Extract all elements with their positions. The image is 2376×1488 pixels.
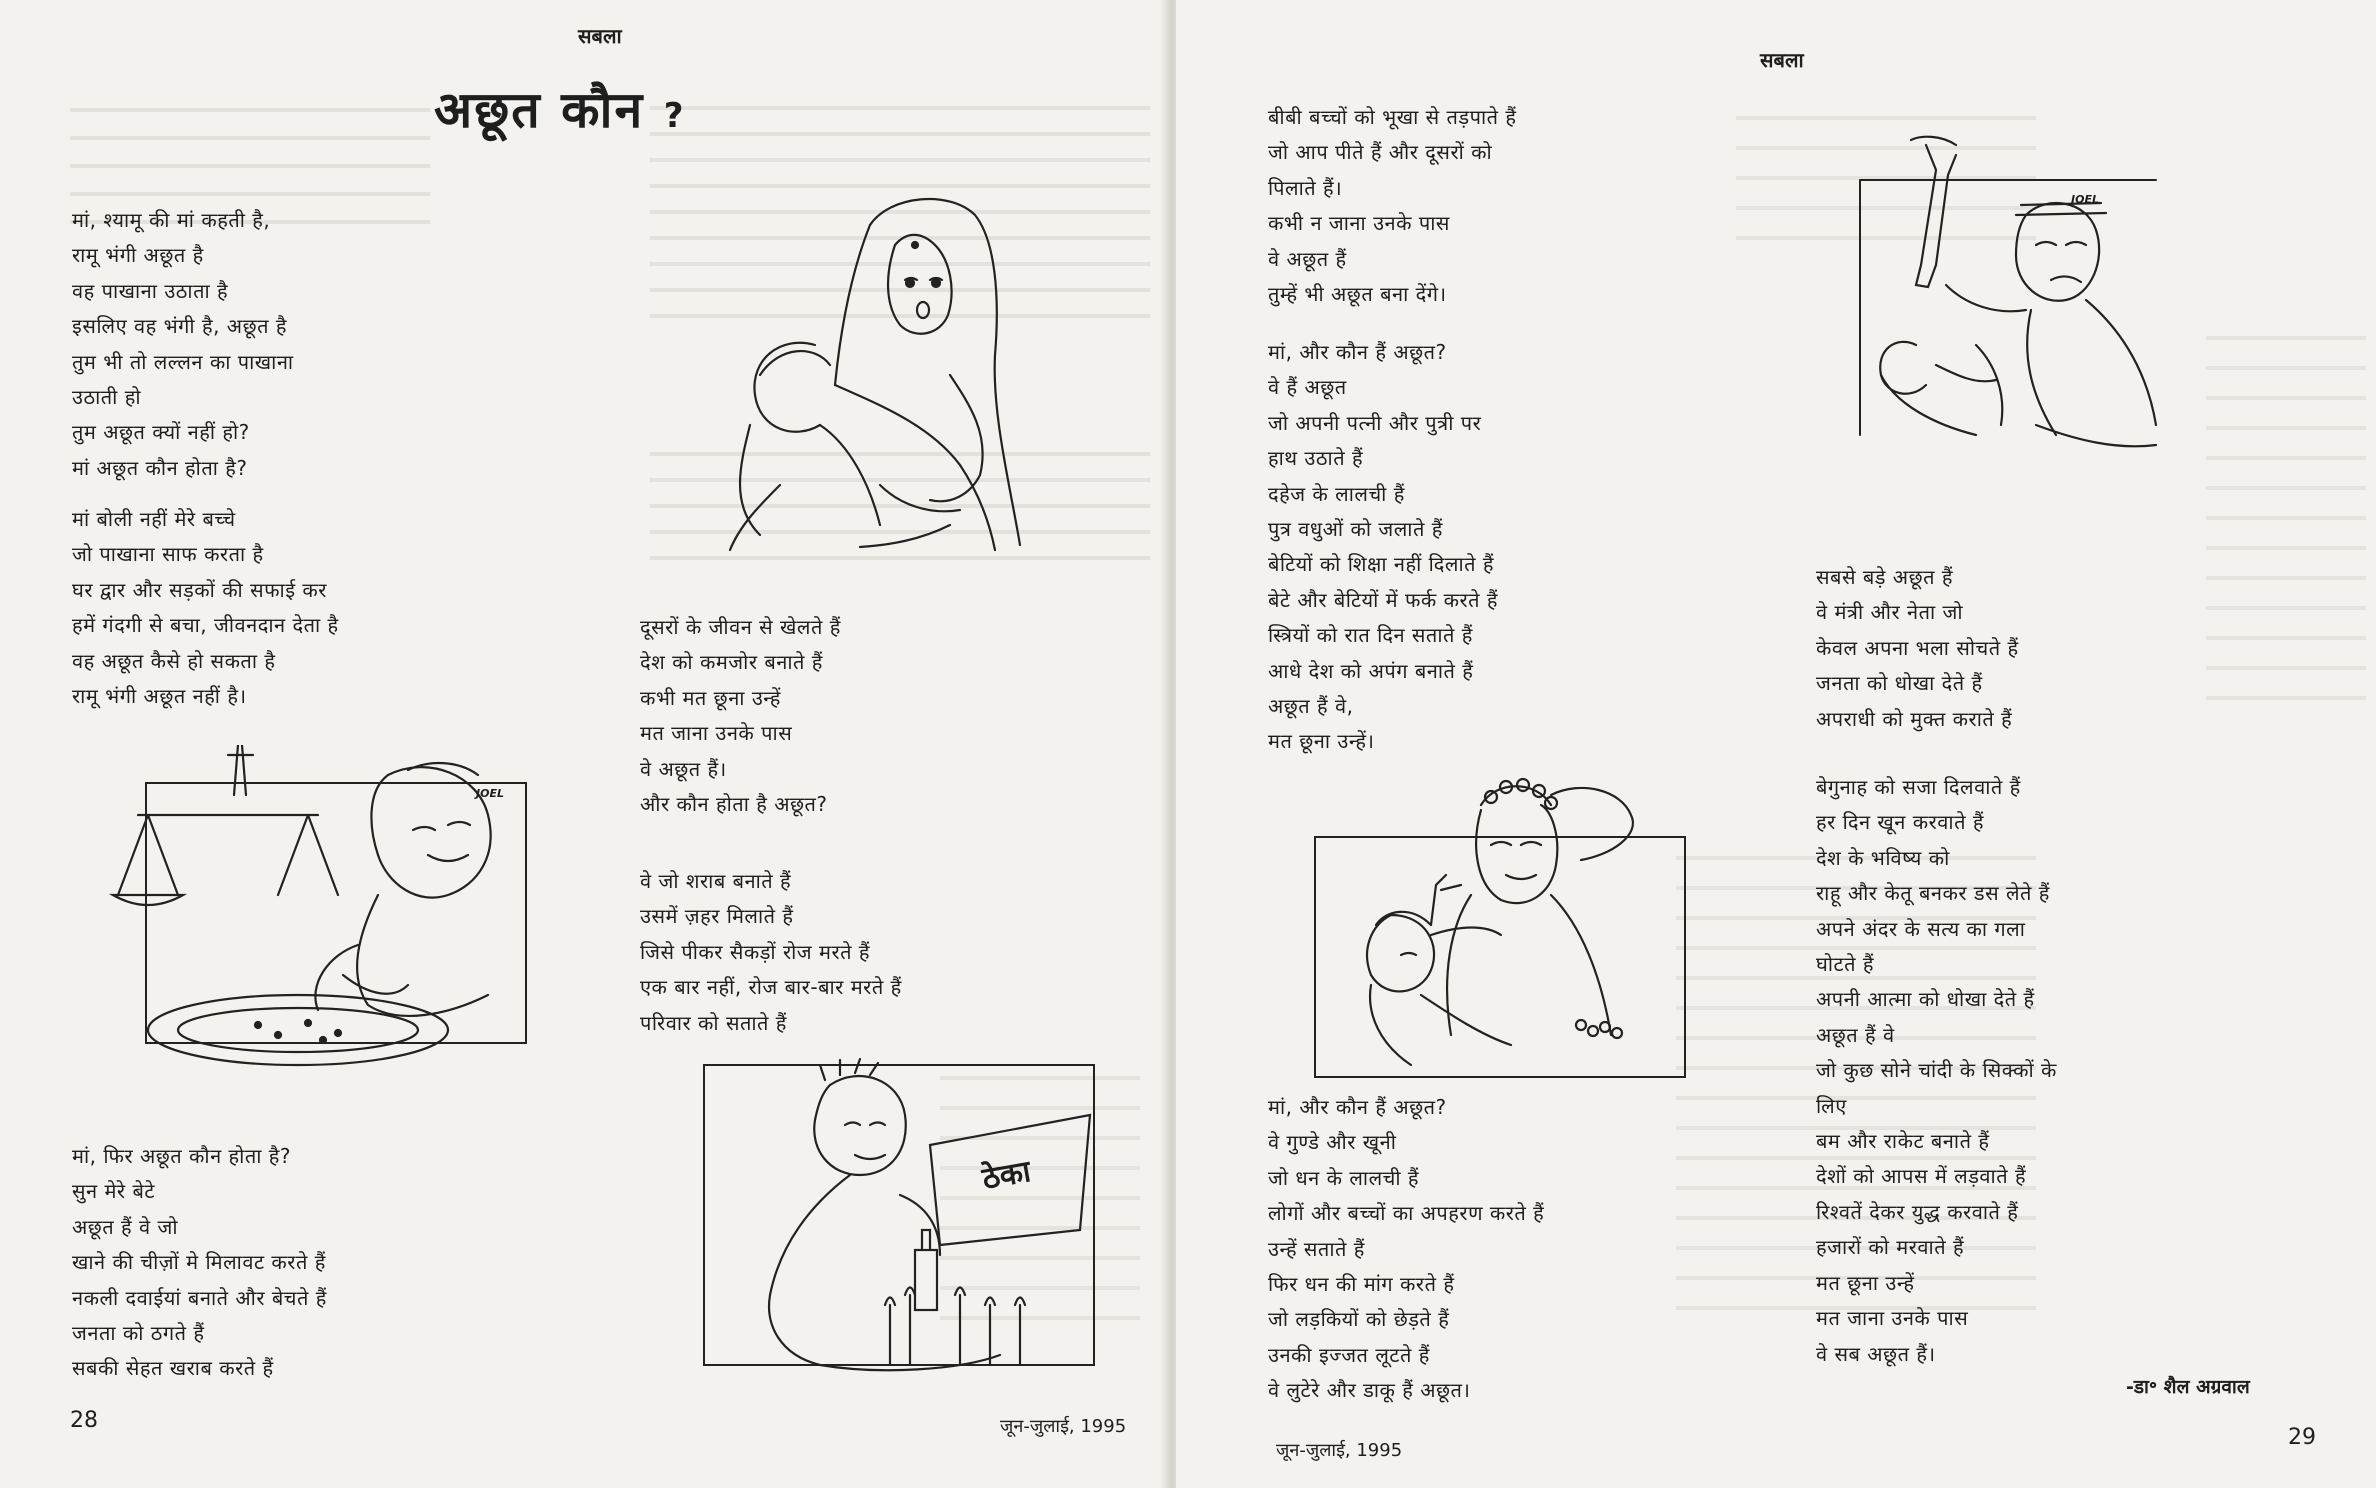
liquor-shop-sign: ठेका [979,1154,1034,1197]
verse-line: वे सब अछूत हैं। [1816,1341,1936,1366]
illustration-signature: JOEL [476,787,504,800]
domestic-violence-illustration [1856,135,2176,485]
verse-line: देश के भविष्य को [1816,845,1950,870]
verse-line: मत छूना उन्हें [1816,1270,1915,1295]
verse-line: उनकी इज्जत लूटते हैं [1268,1342,1430,1367]
verse-line: दूसरों के जीवन से खेलते हैं [640,615,841,639]
verse-line: रामू भंगी अछूत नहीं है। [72,684,247,709]
verse-line: एक बार नहीं, रोज बार-बार मरते हैं [640,975,902,1000]
verse-line: कभी न जाना उनके पास [1268,211,1450,236]
verse-line: जो पाखाना साफ करता है [72,542,264,567]
verse-line: जनता को ठगते हैं [72,1321,205,1346]
verse-line: हर दिन खून करवाते हैं [1816,810,1984,835]
illustration-signature: JOEL [2071,193,2099,206]
left-page [0,0,1168,1488]
verse-line: उठाती हो [72,385,141,410]
verse-line: तुम अछूत क्यों नहीं हो? [72,420,250,445]
liquor-seller-illustration [700,1055,1110,1385]
verse-line: जनता को धोखा देते हैं [1816,671,1983,696]
poem-title [434,74,685,142]
stanza-2 [72,502,339,714]
verse-line: वह अछूत कैसे हो सकता है [72,648,276,673]
verse-line: बीबी बच्चों को भूखा से तड़पाते हैं [1268,105,1517,129]
verse-line: वे अछूत हैं [1268,246,1347,271]
verse-line: देशों को आपस में लड़वाते हैं [1816,1164,2027,1189]
verse-line: पिलाते हैं। [1268,175,1343,200]
verse-line: घोटते हैं [1816,952,1874,977]
verse-line: बेगुनाह को सजा दिलवाते हैं [1816,775,2021,799]
show-through-texture [2206,310,2366,710]
verse-line: उसमें ज़हर मिलाते हैं [640,904,794,929]
verse-line: सबकी सेहत खराब करते हैं [72,1356,274,1381]
verse-line: जो धन के लालची हैं [1268,1165,1420,1190]
verse-line: अछूत हैं वे [1816,1022,1895,1047]
verse-line: मां, श्यामू की मां कहती है, [72,208,271,232]
verse-line: रामू भंगी अछूत है [72,243,204,268]
verse-line: वे मंत्री और नेता जो [1816,600,1964,625]
stanza-5 [640,864,902,1041]
verse-line: लोगों और बच्चों का अपहरण करते हैं [1268,1201,1545,1226]
verse-line: मां, और कौन हैं अछूत? [1268,1095,1447,1119]
verse-line: हजारों को मरवाते हैं [1816,1235,1965,1260]
verse-line: अपनी आत्मा को धोखा देते हैं [1816,987,2035,1012]
stanza-3 [72,1139,327,1387]
verse-line: बम और राकेट बनाते हैं [1816,1129,1990,1154]
merchant-scales-illustration [108,745,538,1085]
stanza-7 [1268,335,1498,760]
verse-line: मां, फिर अछूत कौन होता है? [72,1144,292,1168]
page-footer-date: जून-जुलाई, 1995 [1276,1440,1403,1461]
verse-line: उन्हें सताते हैं [1268,1236,1365,1261]
stanza-10 [1816,770,2057,1372]
verse-line: वे हैं अछूत [1268,375,1347,400]
verse-line: रिश्वतें देकर युद्ध करवाते हैं [1816,1199,2019,1224]
verse-line: वे जो शराब बनाते हैं [640,869,792,893]
verse-line: और कौन होता है अछूत? [640,792,828,817]
verse-line: दहेज के लालची हैं [1268,481,1405,506]
verse-line: हमें गंदगी से बचा, जीवनदान देता है [72,613,339,638]
verse-line: खाने की चीज़ों मे मिलावट करते हैं [72,1250,326,1275]
verse-line: जिसे पीकर सैकड़ों रोज मरते हैं [640,939,871,964]
page-header: सबला [578,24,622,48]
verse-line: वे लुटेरे और डाकू हैं अछूत। [1268,1378,1471,1403]
verse-line: अपने अंदर के सत्य का गला [1816,916,2026,941]
verse-line: मत जाना उनके पास [640,721,793,746]
verse-line: जो आप पीते हैं और दूसरों को [1268,140,1493,165]
verse-line: पुत्र वधुओं को जलाते हैं [1268,517,1443,542]
page-header: सबला [1760,48,1804,72]
page-footer-date: जून-जुलाई, 1995 [1000,1416,1127,1437]
verse-line: वे गुण्डे और खूनी [1268,1130,1397,1155]
verse-line: परिवार को सताते हैं [640,1010,787,1035]
verse-line: जो अपनी पत्नी और पुत्री पर [1268,410,1482,435]
stanza-4 [640,610,841,822]
verse-line: देश को कमजोर बनाते हैं [640,650,823,675]
verse-line: तुम भी तो लल्लन का पाखाना [72,349,294,374]
verse-line: जो लड़कियों को छेड़ते हैं [1268,1307,1450,1332]
verse-line: बेटियों को शिक्षा नहीं दिलाते हैं [1268,552,1495,577]
verse-line: घर द्वार और सड़कों की सफाई कर [72,577,327,602]
verse-line: मत जाना उनके पास [1816,1306,1969,1331]
verse-line: इसलिए वह भंगी है, अछूत है [72,314,287,339]
verse-line: मां, और कौन हैं अछूत? [1268,340,1447,364]
verse-line: आधे देश को अपंग बनाते हैं [1268,658,1474,683]
verse-line: बेटे और बेटियों में फर्क करते हैं [1268,587,1499,612]
verse-line: कभी मत छूना उन्हें [640,685,781,710]
verse-line: सबसे बड़े अछूत हैं [1816,565,1953,589]
stanza-8 [1268,1090,1544,1409]
poem-title-text: अछूत कौन [434,81,645,139]
mother-child-illustration [720,185,1050,555]
page-number: 28 [70,1408,98,1433]
verse-line: जो कुछ सोने चांदी के सिक्कों के [1816,1058,2057,1083]
poem-author: -डा॰ शैल अग्रवाल [2126,1376,2250,1398]
kidnapper-child-illustration [1311,775,1691,1085]
page-number: 29 [2288,1425,2316,1450]
stanza-1 [72,203,294,486]
verse-line: मत छूना उन्हें। [1268,729,1375,754]
verse-line: वह पाखाना उठाता है [72,278,229,303]
verse-line: वे अछूत हैं। [640,756,727,781]
verse-line: स्त्रियों को रात दिन सताते हैं [1268,623,1473,648]
verse-line: अछूत हैं वे, [1268,694,1354,719]
verse-line: नकली दवाईयां बनाते और बेचते हैं [72,1285,327,1310]
verse-line: अछूत हैं वे जो [72,1214,179,1239]
poem-title-mark: ? [663,96,686,136]
stanza-6 [1268,100,1517,312]
verse-line: केवल अपना भला सोचते हैं [1816,635,2019,660]
verse-line: तुम्हें भी अछूत बना देंगे। [1268,282,1447,307]
verse-line: फिर धन की मांग करते हैं [1268,1272,1455,1297]
verse-line: मां अछूत कौन होता है? [72,455,248,480]
stanza-9 [1816,560,2019,737]
verse-line: सुन मेरे बेटे [72,1179,155,1204]
verse-line: राहू और केतू बनकर डस लेते हैं [1816,881,2050,906]
verse-line: लिए [1816,1093,1847,1118]
verse-line: हाथ उठाते हैं [1268,446,1364,471]
verse-line: मां बोली नहीं मेरे बच्चे [72,507,236,531]
right-page [1176,0,2376,1488]
verse-line: अपराधी को मुक्त कराते हैं [1816,706,2013,731]
